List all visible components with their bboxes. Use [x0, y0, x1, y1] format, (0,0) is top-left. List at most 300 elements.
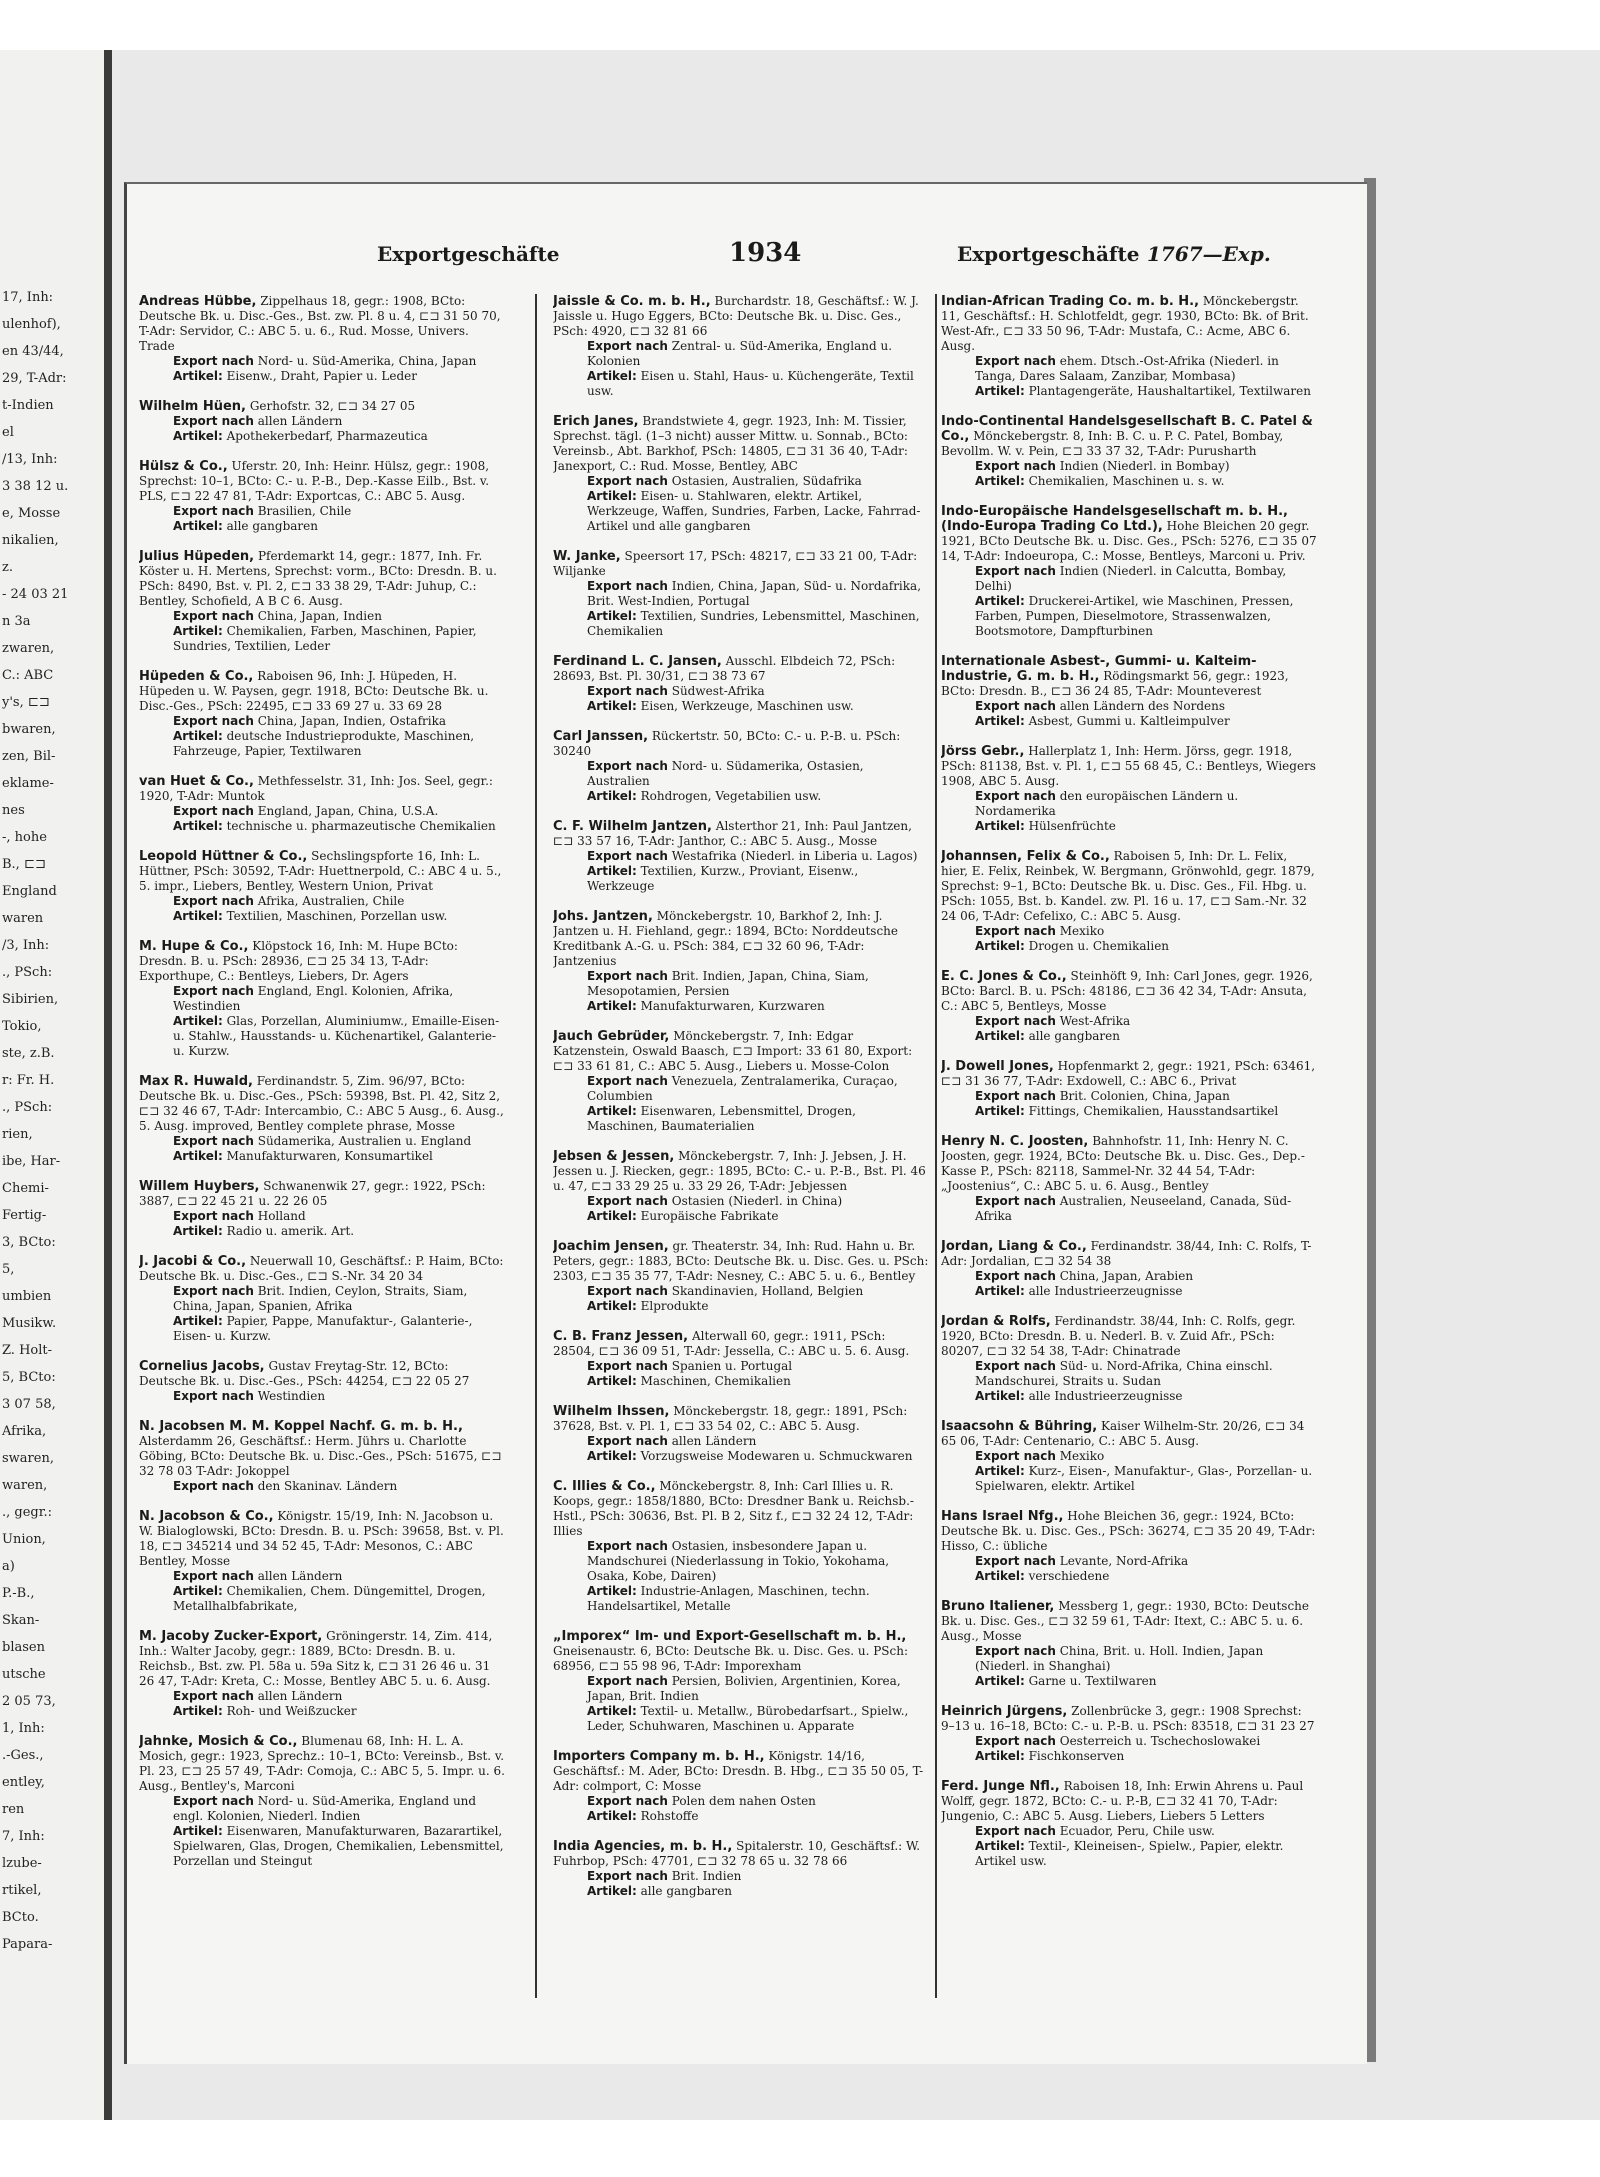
- artikel-label: Artikel:: [975, 1284, 1025, 1298]
- left-margin-fragment: B., ⊏⊐: [2, 857, 46, 872]
- left-margin-fragment: Papara-: [2, 1937, 53, 1952]
- export-line: [139, 1794, 505, 1824]
- firm-details: Alsterdamm 26, Geschäftsf.: Herm. Jührs u. Charlotte Göbing, BCto: Deutsche Bk. u. Disc.-Ges., PSch: 51675, ⊏⊐ 32 78 03 T-Adr: Jokoppel: [139, 1434, 502, 1478]
- export-destinations: Skandinavien, Holland, Belgien: [671, 1284, 864, 1298]
- firm-name: India Agencies, m. b. H.,: [553, 1839, 733, 1854]
- firm-details: Brandstwiete 4, gegr. 1923, Inh: M. Tissier, Sprechst. tägl. (1–3 nicht) ausser Mittw. u. Sonnab., BCto: Vereinsb., Abt. Barkhof, PSch: 14805, ⊏⊐ 31 36 40, T-Adr: Janexport, C.: Rud. Mosse, Bentley, ABC: [553, 414, 908, 473]
- firm-name: Hans Israel Nfg.,: [941, 1509, 1064, 1524]
- export-line: [139, 894, 505, 909]
- export-line: [553, 969, 929, 999]
- artikel-goods: Chemikalien, Farben, Maschinen, Papier, Sundries, Textilien, Leder: [173, 624, 477, 653]
- left-margin-fragment: 3 07 58,: [2, 1397, 56, 1412]
- directory-entry: [139, 459, 505, 534]
- export-destinations: Spanien u. Portugal: [671, 1359, 793, 1373]
- directory-entry: [553, 1839, 929, 1899]
- artikel-goods: Textil-, Kleineisen-, Spielw., Papier, elektr. Artikel usw.: [975, 1839, 1284, 1868]
- artikel-line: [553, 1884, 929, 1899]
- export-line: [139, 504, 505, 519]
- artikel-label: Artikel:: [975, 1104, 1025, 1118]
- artikel-line: [941, 714, 1317, 729]
- firm-details: Hopfenmarkt 2, gegr.: 1921, PSch: 63461, ⊏⊐ 31 36 77, T-Adr: Exdowell, C.: ABC 6., Privat: [941, 1059, 1316, 1088]
- directory-entry: [941, 849, 1317, 954]
- export-destinations: Venezuela, Zentralamerika, Curaçao, Columbien: [587, 1074, 898, 1103]
- directory-entry: [941, 294, 1317, 399]
- directory-entry: [941, 1314, 1317, 1404]
- export-destinations: Nord- u. Süd-Amerika, England und engl. Kolonien, Niederl. Indien: [173, 1794, 477, 1823]
- export-label: Export nach: [587, 1539, 668, 1553]
- export-label: Export nach: [173, 414, 254, 428]
- firm-details: Mönckebergstr. 11, Geschäftsf.: H. Schlotfeldt, gegr. 1930, BCto: Bk. of Brit. West-Afr., ⊏⊐ 33 50 96, T-Adr: Mustafa, C.: Acme, ABC 6. Ausg.: [941, 294, 1309, 353]
- artikel-label: Artikel:: [587, 1299, 637, 1313]
- artikel-label: Artikel:: [173, 1224, 223, 1238]
- left-margin-fragment: eklame-: [2, 776, 54, 791]
- firm-name: Indian-African Trading Co. m. b. H.,: [941, 294, 1200, 309]
- firm-name: Johannsen, Felix & Co.,: [941, 849, 1110, 864]
- firm-details: Hallerplatz 1, Inh: Herm. Jörss, gegr. 1918, PSch: 81138, Bst. v. Pl. 1, ⊏⊐ 55 68 45, C.: Bentleys, Wiegers 1908, ABC 5. Ausg.: [941, 744, 1316, 788]
- left-margin-fragment: ren: [2, 1802, 25, 1817]
- export-label: Export nach: [975, 1554, 1056, 1568]
- firm-name: M. Jacoby Zucker-Export,: [139, 1629, 323, 1644]
- firm-details: Blumenau 68, Inh: H. L. A. Mosich, gegr.: 1923, Sprechz.: 10–1, BCto: Vereinsb., Bst. v. Pl. 23, ⊏⊐ 25 57 49, T-Adr: Comoja, C.: ABC 5, 5. Impr. u. 6. Ausg., Bentley's, Marconi: [139, 1734, 505, 1793]
- export-label: Export nach: [975, 699, 1056, 713]
- directory-entry: [941, 414, 1317, 489]
- artikel-label: Artikel:: [173, 1584, 223, 1598]
- left-margin-fragment: a): [2, 1559, 15, 1574]
- artikel-goods: Drogen u. Chemikalien: [1028, 939, 1170, 953]
- artikel-line: [941, 1104, 1317, 1119]
- directory-entry: [139, 399, 505, 444]
- left-margin-fragment: 3 38 12 u.: [2, 479, 69, 494]
- directory-entry: [941, 1779, 1317, 1869]
- firm-name: Henry N. C. Joosten,: [941, 1134, 1089, 1149]
- directory-entry: [941, 654, 1317, 729]
- directory-entry: [553, 1149, 929, 1224]
- firm-name: Jordan, Liang & Co.,: [941, 1239, 1087, 1254]
- export-label: Export nach: [173, 1134, 254, 1148]
- artikel-label: Artikel:: [173, 1704, 223, 1718]
- directory-entry: [941, 1134, 1317, 1224]
- firm-details: Messberg 1, gegr.: 1930, BCto: Deutsche Bk. u. Disc. Ges., ⊏⊐ 32 59 61, T-Adr: Itext, C.: ABC 5. u. 6. Ausg., Mosse: [941, 1599, 1310, 1643]
- artikel-line: [139, 519, 505, 534]
- artikel-line: [553, 609, 929, 639]
- export-destinations: Nord- u. Süd-Amerika, China, Japan: [257, 354, 477, 368]
- artikel-label: Artikel:: [587, 369, 637, 383]
- artikel-label: Artikel:: [975, 1839, 1025, 1853]
- left-margin-fragment: ., PSch:: [2, 1100, 53, 1115]
- left-margin-fragment: ibe, Har-: [2, 1154, 61, 1169]
- artikel-line: [553, 699, 929, 714]
- firm-name: C. F. Wilhelm Jantzen,: [553, 819, 712, 834]
- artikel-goods: Vorzugsweise Modewaren u. Schmuckwaren: [640, 1449, 913, 1463]
- running-title-right: Exportgeschäfte: [957, 242, 1140, 266]
- artikel-line: [553, 1104, 929, 1134]
- export-label: Export nach: [975, 1194, 1056, 1208]
- export-destinations: Brit. Colonien, China, Japan: [1059, 1089, 1230, 1103]
- left-margin-fragment: 17, Inh:: [2, 290, 54, 305]
- firm-details: Pferdemarkt 14, gegr.: 1877, Inh. Fr. Köster u. H. Mertens, Sprechst: vorm., BCto: Dresdn. B. u. PSch: 8490, Bst. v. Pl. 2, ⊏⊐ 33 38 29, T-Adr: Juhup, C.: Bentley, Schofield, A B C 6. Ausg.: [139, 549, 497, 608]
- firm-name: Isaacsohn & Bühring,: [941, 1419, 1098, 1434]
- firm-details: Kaiser Wilhelm-Str. 20/26, ⊏⊐ 34 65 06, T-Adr: Centenario, C.: ABC 5. Ausg.: [941, 1419, 1305, 1448]
- left-margin-fragment: Afrika,: [2, 1424, 47, 1439]
- artikel-line: [941, 1389, 1317, 1404]
- firm-name: Indo-Continental Handelsgesellschaft B. C. Patel & Co.,: [941, 414, 1313, 444]
- left-margin-fragment: nikalien,: [2, 533, 59, 548]
- artikel-goods: Textilien, Kurzw., Proviant, Eisenw., Werkzeuge: [587, 864, 859, 893]
- artikel-goods: deutsche Industrieprodukte, Maschinen, Fahrzeuge, Papier, Textilwaren: [173, 729, 475, 758]
- export-line: [139, 1479, 505, 1494]
- artikel-label: Artikel:: [173, 729, 223, 743]
- column-3: [941, 294, 1317, 1994]
- firm-details: Speersort 17, PSch: 48217, ⊏⊐ 33 21 00, T-Adr: Wiljanke: [553, 549, 918, 578]
- firm-name: N. Jacobson & Co.,: [139, 1509, 274, 1524]
- export-line: [553, 1794, 929, 1809]
- export-destinations: Ecuador, Peru, Chile usw.: [1059, 1824, 1215, 1838]
- export-line: [139, 714, 505, 729]
- artikel-label: Artikel:: [975, 594, 1025, 608]
- export-line: [941, 699, 1317, 714]
- export-label: Export nach: [587, 1359, 668, 1373]
- export-line: [553, 849, 929, 864]
- artikel-line: [139, 1704, 505, 1719]
- firm-name: Importers Company m. b. H.,: [553, 1749, 765, 1764]
- firm-details: Mönckebergstr. 8, Inh: B. C. u. P. C. Patel, Bombay, Bevollm. W. v. Pein, ⊏⊐ 33 37 32, T-Adr: Purusharth: [941, 429, 1284, 458]
- export-line: [941, 924, 1317, 939]
- firm-details: Königstr. 14/16, Geschäftsf.: M. Ader, BCto: Dresdn. B. Hbg., ⊏⊐ 35 50 05, T-Adr: colmport, C: Mosse: [553, 1749, 924, 1793]
- left-margin-fragment: Tokio,: [2, 1019, 42, 1034]
- left-margin-fragment: blasen: [2, 1640, 45, 1655]
- artikel-goods: Chemikalien, Chem. Düngemittel, Drogen, Metallhalbfabrikate,: [173, 1584, 486, 1613]
- artikel-label: Artikel:: [587, 1704, 637, 1718]
- artikel-goods: Manufakturwaren, Konsumartikel: [226, 1149, 433, 1163]
- artikel-label: Artikel:: [587, 699, 637, 713]
- artikel-line: [139, 1149, 505, 1164]
- left-margin-fragment: ., gegr.:: [2, 1505, 53, 1520]
- left-margin-fragment: waren,: [2, 1478, 48, 1493]
- artikel-goods: Elprodukte: [640, 1299, 709, 1313]
- artikel-line: [139, 429, 505, 444]
- directory-entry: [553, 414, 929, 534]
- artikel-label: Artikel:: [587, 1809, 637, 1823]
- firm-name: Jebsen & Jessen,: [553, 1149, 675, 1164]
- directory-entry: [139, 1074, 505, 1164]
- directory-entry: [941, 504, 1317, 639]
- artikel-goods: Roh- und Weißzucker: [226, 1704, 357, 1718]
- firm-details: Hohe Bleichen 36, gegr.: 1924, BCto: Deutsche Bk. u. Disc. Ges., PSch: 36274, ⊏⊐ 35 20 49, T-Adr: Hisso, C.: übliche: [941, 1509, 1316, 1553]
- directory-entry: [139, 549, 505, 654]
- left-margin-fragment: /13, Inh:: [2, 452, 58, 467]
- artikel-goods: Kurz-, Eisen-, Manufaktur-, Glas-, Porzellan- u. Spielwaren, elektr. Artikel: [975, 1464, 1313, 1493]
- firm-name: C. B. Franz Jessen,: [553, 1329, 689, 1344]
- export-destinations: allen Ländern: [257, 1689, 343, 1703]
- directory-entry: [941, 1509, 1317, 1584]
- left-page-edge: [0, 50, 112, 2120]
- firm-name: Andreas Hübbe,: [139, 294, 257, 309]
- export-line: [139, 1284, 505, 1314]
- left-margin-fragment: rtikel,: [2, 1883, 42, 1898]
- export-label: Export nach: [173, 984, 254, 998]
- artikel-goods: Glas, Porzellan, Aluminiumw., Emaille-Eisen- u. Stahlw., Hausstands- u. Küchenartikel, Galanterie- u. Kurzw.: [173, 1014, 500, 1058]
- export-destinations: West-Afrika: [1059, 1014, 1131, 1028]
- artikel-label: Artikel:: [975, 474, 1025, 488]
- export-label: Export nach: [173, 894, 254, 908]
- directory-entry: [139, 774, 505, 834]
- export-destinations: Süd- u. Nord-Afrika, China einschl. Mandschurei, Straits u. Sudan: [975, 1359, 1273, 1388]
- export-destinations: Westafrika (Niederl. in Liberia u. Lagos): [671, 849, 918, 863]
- directory-entry: [139, 1179, 505, 1239]
- left-margin-fragment: nes: [2, 803, 25, 818]
- artikel-goods: Textil- u. Metallw., Bürobedarfsart., Spielw., Leder, Schuhwaren, Maschinen u. Apparate: [587, 1704, 909, 1733]
- firm-details: gr. Theaterstr. 34, Inh: Rud. Hahn u. Br. Peters, gegr.: 1883, BCto: Deutsche Bk. u. Disc. Ges. u. PSch: 2303, ⊏⊐ 35 35 77, T-Adr: Nesney, C.: ABC 5. u. 6., Bentley: [553, 1239, 929, 1283]
- artikel-label: Artikel:: [587, 1584, 637, 1598]
- export-label: Export nach: [975, 1734, 1056, 1748]
- firm-details: Uferstr. 20, Inh: Heinr. Hülsz, gegr.: 1908, Sprechst: 10–1, BCto: C.- u. P.-B., Dep.-Kasse Eilb., Bst. v. PLS, ⊏⊐ 22 47 81, T-Adr: Exportcas, C.: ABC 5. Ausg.: [139, 459, 490, 503]
- export-label: Export nach: [975, 924, 1056, 938]
- export-label: Export nach: [587, 849, 668, 863]
- export-label: Export nach: [975, 564, 1056, 578]
- firm-name: Heinrich Jürgens,: [941, 1704, 1068, 1719]
- export-line: [553, 1284, 929, 1299]
- artikel-line: [553, 1449, 929, 1464]
- export-line: [139, 984, 505, 1014]
- export-label: Export nach: [975, 1644, 1056, 1658]
- artikel-label: Artikel:: [173, 1314, 223, 1328]
- artikel-label: Artikel:: [975, 1749, 1025, 1763]
- export-line: [139, 804, 505, 819]
- directory-entry: [941, 1419, 1317, 1494]
- export-line: [553, 1674, 929, 1704]
- export-destinations: den Skaninav. Ländern: [257, 1479, 398, 1493]
- firm-details: Alterwall 60, gegr.: 1911, PSch: 28504, ⊏⊐ 36 09 51, T-Adr: Jessella, C.: ABC u. 5. 6. Ausg.: [553, 1329, 910, 1358]
- export-line: [553, 1539, 929, 1584]
- artikel-goods: alle gangbaren: [640, 1884, 732, 1898]
- export-line: [139, 1389, 505, 1404]
- export-label: Export nach: [587, 684, 668, 698]
- export-line: [553, 579, 929, 609]
- export-destinations: Indien (Niederl. in Bombay): [1059, 459, 1230, 473]
- artikel-line: [139, 624, 505, 654]
- firm-details: Mönckebergstr. 10, Barkhof 2, Inh: J. Jantzen u. H. Fiehland, gegr.: 1894, BCto: Norddeutsche Kreditbank A.-G. u. PSch: 384, ⊏⊐ 32 60 96, T-Adr: Jantzenius: [553, 909, 898, 968]
- artikel-goods: Eisen- u. Stahlwaren, elektr. Artikel, Werkzeuge, Waffen, Sundries, Farben, Lacke, Fahrrad-Artikel und alle gangbaren: [587, 489, 921, 533]
- left-margin-fragment: swaren,: [2, 1451, 54, 1466]
- export-destinations: Ostasien, insbesondere Japan u. Mandschurei (Niederlassung in Tokio, Yokohama, Osaka, Kobe, Dairen): [587, 1539, 890, 1583]
- firm-details: Gneisenaustr. 6, BCto: Deutsche Bk. u. Disc. Ges. u. PSch: 68956, ⊏⊐ 55 98 96, T-Adr: Imporexham: [553, 1644, 909, 1673]
- firm-details: Sechslingspforte 16, Inh: L. Hüttner, PSch: 30592, T-Adr: Huettnerpold, C.: ABC 4 u. 5., 5. impr., Liebers, Bentley, Western Union, Privat: [139, 849, 502, 893]
- export-line: [139, 1689, 505, 1704]
- export-destinations: Zentral- u. Süd-Amerika, England u. Kolonien: [587, 339, 893, 368]
- directory-entry: [553, 549, 929, 639]
- left-margin-fragment: umbien: [2, 1289, 52, 1304]
- left-margin-fragment: ., PSch:: [2, 965, 53, 980]
- firm-details: Burchardstr. 18, Geschäftsf.: W. J. Jaissle u. Hugo Eggers, BCto: Deutsche Bk. u. Disc. Ges., PSch: 4920, ⊏⊐ 32 81 66: [553, 294, 919, 338]
- export-label: Export nach: [587, 579, 668, 593]
- firm-name: Internationale Asbest-, Gummi- u. Kalteim-Industrie, G. m. b. H.,: [941, 654, 1257, 684]
- firm-details: Ferdinandstr. 38/44, Inh: C. Rolfs, gegr. 1920, BCto: Dresdn. B. u. Nederl. B. v. Zuid Afr., PSch: 80207, ⊏⊐ 32 54 38, T-Adr: Chinatrade: [941, 1314, 1296, 1358]
- export-label: Export nach: [975, 1089, 1056, 1103]
- artikel-goods: Chemikalien, Maschinen u. s. w.: [1028, 474, 1225, 488]
- export-label: Export nach: [587, 474, 668, 488]
- export-line: [139, 354, 505, 369]
- column-2: [553, 294, 929, 1994]
- artikel-line: [941, 1749, 1317, 1764]
- artikel-label: Artikel:: [975, 1029, 1025, 1043]
- firm-name: Erich Janes,: [553, 414, 639, 429]
- left-margin-fragment: utsche: [2, 1667, 46, 1682]
- artikel-line: [941, 1029, 1317, 1044]
- firm-details: Zippelhaus 18, gegr.: 1908, BCto: Deutsche Bk. u. Disc.-Ges., Bst. zw. Pl. 8 u. 4, ⊏⊐ 31 50 70, T-Adr: Servidor, C.: ABC 5. u. 6., Rud. Mosse, Univers. Trade: [139, 294, 501, 353]
- left-margin-fragment: t-Indien: [2, 398, 54, 413]
- export-label: Export nach: [173, 609, 254, 623]
- firm-name: C. Illies & Co.,: [553, 1479, 656, 1494]
- artikel-goods: Eisenwaren, Manufakturwaren, Bazarartikel, Spielwaren, Glas, Drogen, Chemikalien, Lebensmittel, Porzellan und Steingut: [173, 1824, 504, 1868]
- left-margin-fragment: lzube-: [2, 1856, 42, 1871]
- artikel-goods: Textilien, Sundries, Lebensmittel, Maschinen, Chemikalien: [587, 609, 920, 638]
- export-line: [139, 609, 505, 624]
- firm-name: Ferdinand L. C. Jansen,: [553, 654, 722, 669]
- artikel-line: [553, 999, 929, 1014]
- artikel-goods: Garne u. Textilwaren: [1028, 1674, 1157, 1688]
- firm-details: Rödingsmarkt 56, gegr.: 1923, BCto: Dresdn. B., ⊏⊐ 36 24 85, T-Adr: Mounteverest: [941, 669, 1289, 698]
- artikel-label: Artikel:: [587, 864, 637, 878]
- directory-entry: [139, 294, 505, 384]
- artikel-line: [941, 384, 1317, 399]
- directory-entry: [139, 1509, 505, 1614]
- export-label: Export nach: [173, 1689, 254, 1703]
- export-label: Export nach: [173, 354, 254, 368]
- export-label: Export nach: [173, 804, 254, 818]
- export-label: Export nach: [975, 1359, 1056, 1373]
- firm-name: Indo-Europäische Handelsgesellschaft m. b. H., (Indo-Europa Trading Co Ltd.),: [941, 504, 1288, 534]
- left-margin-fragment: -, hohe: [2, 830, 47, 845]
- firm-name: Bruno Italiener,: [941, 1599, 1055, 1614]
- export-destinations: Mexiko: [1059, 1449, 1105, 1463]
- artikel-line: [553, 864, 929, 894]
- running-title-left: Exportgeschäfte: [377, 242, 560, 266]
- left-margin-fragment: Musikw.: [2, 1316, 57, 1331]
- artikel-line: [139, 909, 505, 924]
- directory-entry: [553, 1029, 929, 1134]
- directory-entry: [941, 1239, 1317, 1299]
- artikel-goods: Fischkonserven: [1028, 1749, 1125, 1763]
- export-destinations: allen Ländern des Nordens: [1059, 699, 1226, 713]
- export-destinations: Mexiko: [1059, 924, 1105, 938]
- artikel-goods: Papier, Pappe, Manufaktur-, Galanterie-, Eisen- u. Kurzw.: [173, 1314, 473, 1343]
- firm-name: „Imporex“ Im- und Export-Gesellschaft m. b. H.,: [553, 1629, 907, 1644]
- left-margin-fragment: zen, Bil-: [2, 749, 56, 764]
- artikel-line: [553, 1809, 929, 1824]
- export-destinations: allen Ländern: [257, 414, 343, 428]
- directory-entry: [139, 1629, 505, 1719]
- artikel-line: [941, 1839, 1317, 1869]
- left-margin-fragment: Fertig-: [2, 1208, 47, 1223]
- directory-entry: [553, 729, 929, 804]
- firm-name: Willem Huybers,: [139, 1179, 260, 1194]
- firm-details: Mönckebergstr. 8, Inh: Carl Illies u. R. Koops, gegr.: 1858/1880, BCto: Dresdner Bank u. Reichsb.-Hstl., PSch: 30636, Bst. Pl. B 2, Sitz f., ⊏⊐ 32 24 12, T-Adr: Illies: [553, 1479, 914, 1538]
- export-line: [941, 459, 1317, 474]
- export-destinations: Holland: [257, 1209, 306, 1223]
- artikel-label: Artikel:: [587, 1104, 637, 1118]
- export-line: [553, 339, 929, 369]
- column-divider: [935, 294, 937, 1998]
- left-margin-fragment: r: Fr. H.: [2, 1073, 55, 1088]
- export-line: [139, 1569, 505, 1584]
- left-margin-fragment: ste, z.B.: [2, 1046, 55, 1061]
- left-margin-fragment: Sibirien,: [2, 992, 59, 1007]
- artikel-line: [941, 1674, 1317, 1689]
- firm-details: Ferdinandstr. 5, Zim. 96/97, BCto: Deutsche Bk. u. Disc.-Ges., PSch: 59398, Bst. Pl. 42, Sitz 2, ⊏⊐ 32 46 67, T-Adr: Intercambio, C.: ABC 5 Ausg., 6. Ausg., 5. Ausg. improved, Bentley complete phrase, Mosse: [139, 1074, 504, 1133]
- export-destinations: Ostasien (Niederl. in China): [671, 1194, 843, 1208]
- artikel-label: Artikel:: [975, 1464, 1025, 1478]
- artikel-label: Artikel:: [173, 1149, 223, 1163]
- export-destinations: China, Brit. u. Holl. Indien, Japan (Niederl. in Shanghai): [975, 1644, 1264, 1673]
- artikel-goods: Radio u. amerik. Art.: [226, 1224, 355, 1238]
- artikel-goods: Manufakturwaren, Kurzwaren: [640, 999, 825, 1013]
- export-label: Export nach: [975, 1449, 1056, 1463]
- export-label: Export nach: [173, 1794, 254, 1808]
- left-margin-fragment: P.-B.,: [2, 1586, 35, 1601]
- artikel-goods: Apothekerbedarf, Pharmazeutica: [226, 429, 428, 443]
- directory-entry: [941, 744, 1317, 834]
- left-margin-fragment: el: [2, 425, 14, 440]
- export-destinations: Australien, Neuseeland, Canada, Süd-Afrika: [975, 1194, 1292, 1223]
- artikel-label: Artikel:: [975, 714, 1025, 728]
- firm-details: Zollenbrücke 3, gegr.: 1908 Sprechst: 9–13 u. 16–18, BCto: C.- u. P.-B. u. PSch: 83518, ⊏⊐ 31 23 27: [941, 1704, 1315, 1733]
- left-margin-fragment: Z. Holt-: [2, 1343, 53, 1358]
- export-destinations: Brit. Indien: [671, 1869, 742, 1883]
- artikel-line: [941, 1284, 1317, 1299]
- firm-details: Spitalerstr. 10, Geschäftsf.: W. Fuhrbop, PSch: 47701, ⊏⊐ 32 78 65 u. 32 78 66: [553, 1839, 921, 1868]
- left-margin-fragment: bwaren,: [2, 722, 56, 737]
- directory-entry: [553, 1629, 929, 1734]
- firm-details: Raboisen 18, Inh: Erwin Ahrens u. Paul Wolff, gegr. 1872, BCto: C.- u. P.-B, ⊏⊐ 32 41 70, T-Adr: Jungenio, C.: ABC 5. Ausg. Liebers, Liebers 5 Letters: [941, 1779, 1304, 1823]
- artikel-label: Artikel:: [587, 1449, 637, 1463]
- export-line: [941, 354, 1317, 384]
- firm-name: Jauch Gebrüder,: [553, 1029, 670, 1044]
- directory-entry: [553, 1479, 929, 1614]
- export-destinations: Westindien: [257, 1389, 326, 1403]
- left-margin-fragment: entley,: [2, 1775, 45, 1790]
- artikel-goods: Fittings, Chemikalien, Hausstandsartikel: [1028, 1104, 1279, 1118]
- export-label: Export nach: [587, 1869, 668, 1883]
- directory-entry: [139, 939, 505, 1059]
- artikel-label: Artikel:: [587, 789, 637, 803]
- left-margin-fragment: 3, BCto:: [2, 1235, 56, 1250]
- firm-name: Leopold Hüttner & Co.,: [139, 849, 308, 864]
- firm-name: Wilhelm Ihssen,: [553, 1404, 670, 1419]
- export-destinations: Polen dem nahen Osten: [671, 1794, 816, 1808]
- export-label: Export nach: [975, 1824, 1056, 1838]
- export-destinations: Brasilien, Chile: [257, 504, 352, 518]
- export-line: [553, 1194, 929, 1209]
- directory-entry: [941, 969, 1317, 1044]
- firm-name: M. Hupe & Co.,: [139, 939, 249, 954]
- directory-entry: [553, 654, 929, 714]
- artikel-line: [941, 819, 1317, 834]
- artikel-goods: alle gangbaren: [226, 519, 318, 533]
- artikel-line: [941, 1569, 1317, 1584]
- firm-details: Ausschl. Elbdeich 72, PSch: 28693, Bst. Pl. 30/31, ⊏⊐ 38 73 67: [553, 654, 896, 683]
- export-destinations: ehem. Dtsch.-Ost-Afrika (Niederl. in Tanga, Dares Salaam, Zanzibar, Mombasa): [975, 354, 1279, 383]
- left-margin-fragment: Union,: [2, 1532, 46, 1547]
- left-margin-fragment: .-Ges.,: [2, 1748, 44, 1763]
- artikel-label: Artikel:: [587, 609, 637, 623]
- firm-details: Alsterthor 21, Inh: Paul Jantzen, ⊏⊐ 33 57 16, T-Adr: Janthor, C.: ABC 5. Ausg., Mosse: [553, 819, 912, 848]
- artikel-goods: alle gangbaren: [1028, 1029, 1120, 1043]
- artikel-line: [139, 369, 505, 384]
- left-margin-fragment: y's, ⊏⊐: [2, 695, 50, 710]
- firm-name: Ferd. Junge Nfl.,: [941, 1779, 1060, 1794]
- artikel-line: [553, 1704, 929, 1734]
- artikel-label: Artikel:: [975, 1674, 1025, 1688]
